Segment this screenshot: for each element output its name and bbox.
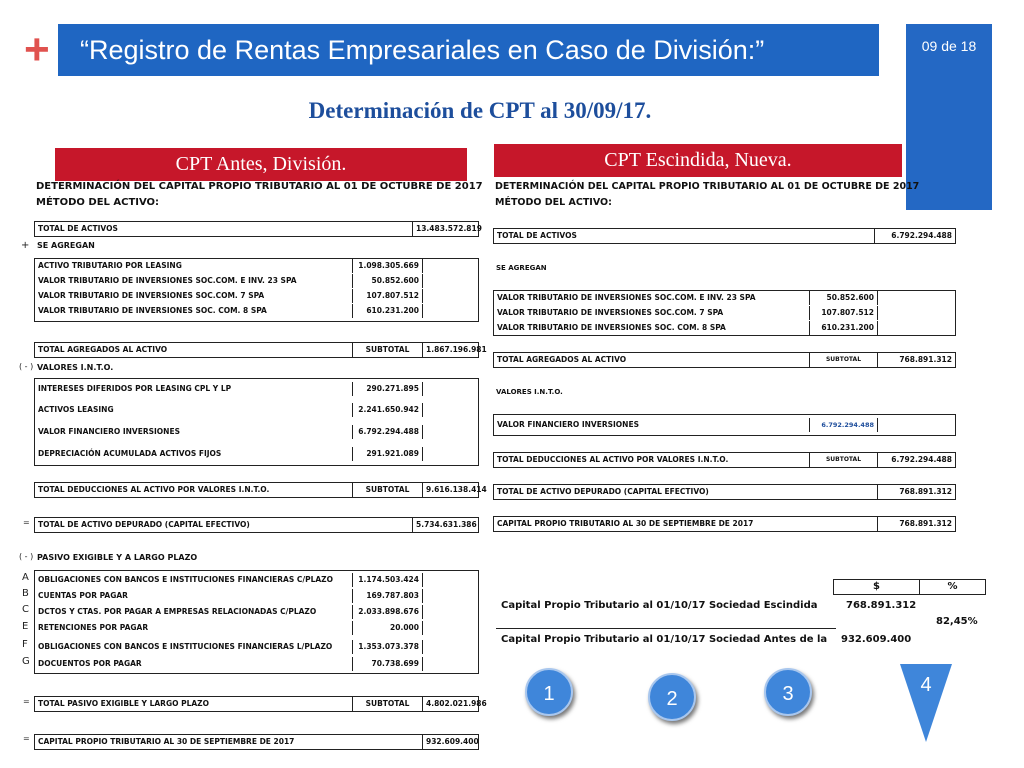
right-total-agregados-row: TOTAL AGREGADOS AL ACTIVO SUBTOTAL 768.891.312: [493, 352, 956, 368]
table-row: ACTIVO TRIBUTARIO POR LEASING 1.098.305.669: [35, 259, 478, 273]
summary-row2-value: 932.609.400: [841, 634, 912, 645]
nav-button-4-label[interactable]: 4: [920, 674, 932, 696]
left-total-depurado-row: TOTAL DE ACTIVO DEPURADO (CAPITAL EFECTIVO) 5.734.631.386: [34, 517, 479, 533]
summary-row2-label: Capital Propio Tributario al 01/10/17 Sociedad Antes de la: [501, 634, 828, 645]
page-indicator: 09 de 18: [921, 38, 977, 54]
right-cpt-table: [493, 178, 956, 538]
slide-subtitle: Determinación de CPT al 30/09/17.: [308, 98, 652, 123]
table-row: VALOR TRIBUTARIO DE INVERSIONES SOC.COM. E INV. 23 SPA 50.852.600: [35, 274, 478, 288]
right-total-depurado-row: TOTAL DE ACTIVO DEPURADO (CAPITAL EFECTIVO) 768.891.312: [493, 484, 956, 500]
right-agregados-table: VALOR TRIBUTARIO DE INVERSIONES SOC.COM. E INV. 23 SPA 50.852.600 VALOR TRIBUTARIO DE INVERSIONES SOC.COM. 7 SPA 107.807.512 VALOR TRIBUTARIO DE INVERSIONES SOC. COM. 8 SPA 610.231.200: [493, 290, 956, 336]
left-se-agregan: SE AGREGAN: [37, 241, 95, 250]
left-cpt-table: DETERMINACIÓN DEL CAPITAL PROPIO TRIBUTARIO AL 01 DE OCTUBRE DE 2017 MÉTODO DEL ACTIVO: TOTAL DE ACTIVOS 13.483.572.819 + SE AGREGAN ACTIVO TRIBUTARIO POR LEASING 1.098.305.669 VALOR TRIBUTARIO DE INVERSIONES SOC.COM. E INV. 23 SPA 50.852.600 VALOR TRIBUTARIO DE INVERSIONES SOC.COM. 7 SPA 107.807.512 VALOR TRIBUTARIO DE INVERSIONES SOC. COM. 8 SPA 610.231.200 TOTAL AGREGADOS AL ACTIVO SUBTOTAL 1.867.196.981 ( - ) VALORES I.N.T.O. INTERESES DIFERIDOS POR LEASING CPL Y LP 290.271.895 ACTIVOS LEASING 2.241.650.942 VALOR FINANCIERO INVERSIONES 6.792.294.488 DEPRECIACIÓN ACUMULADA ACTIVOS FIJOS 291.921.089 TOTAL DEDUCCIONES AL ACTIVO POR VALORES I.N.T.O. SUBTOTAL 9.616.138.414 = TOTAL DE ACTIVO DEPURADO (CAPITAL EFECTIVO) 5.734.631.386 ( - ) PASIVO EXIGIBLE Y A LARGO PLAZO OBLIGACIONES CON BANCOS E INSTITUCIONES FINANCIERAS C/PLAZO 1.174.503.424 CUENTAS POR PAGAR 169.787.803 DCTOS Y CTAS. POR PAGAR A EMPRESAS RELACIONADAS C/PLAZO 2.033.898.676 RETENCIONES POR PAGAR 20.000 OBLIGACIONES CON BANCOS E INSTITUCIONES FINANCIERAS L/PLAZO 1.353.073.378 DOCUENTOS POR PAGAR 70.738.699 A B C E F G = TOTAL PASIVO EXIGIBLE Y LARGO PLAZO SUBTOTAL 4.802.021.986 = CAPITAL PROPIO TRIBUTARIO AL 30 DE SEPTIEMBRE DE 2017 932.609.400: [17, 178, 480, 752]
summary-percent: 82,45%: [936, 616, 978, 627]
left-title-1: DETERMINACIÓN DEL CAPITAL PROPIO TRIBUTARIO AL 01 DE OCTUBRE DE 2017: [36, 181, 483, 192]
left-pasivo-label: PASIVO EXIGIBLE Y A LARGO PLAZO: [37, 553, 198, 562]
right-valores-table: VALOR FINANCIERO INVERSIONES 6.792.294.488: [493, 414, 956, 436]
left-total-agregados-row: TOTAL AGREGADOS AL ACTIVO SUBTOTAL 1.867.196.981: [34, 342, 479, 358]
left-valores-table: INTERESES DIFERIDOS POR LEASING CPL Y LP 290.271.895 ACTIVOS LEASING 2.241.650.942 VALOR FINANCIERO INVERSIONES 6.792.294.488 DEPRECIACIÓN ACUMULADA ACTIVOS FIJOS 291.921.089: [34, 378, 479, 466]
right-title-2: MÉTODO DEL ACTIVO:: [495, 197, 612, 208]
nav-button-1[interactable]: 1: [525, 668, 573, 716]
left-cpt-row: CAPITAL PROPIO TRIBUTARIO AL 30 DE SEPTIEMBRE DE 2017 932.609.400: [34, 734, 479, 750]
summary-divider: [496, 628, 836, 629]
right-cpt-row: CAPITAL PROPIO TRIBUTARIO AL 30 DE SEPTIEMBRE DE 2017 768.891.312: [493, 516, 956, 532]
right-panel-header: CPT Escindida, Nueva.: [494, 144, 902, 177]
table-row: VALOR TRIBUTARIO DE INVERSIONES SOC.COM. 7 SPA 107.807.512: [35, 289, 478, 303]
summary-col-amount: $: [833, 579, 920, 595]
right-se-agregan: SE AGREGAN: [496, 264, 547, 272]
nav-button-2[interactable]: 2: [648, 673, 696, 721]
right-valores-into: VALORES I.N.T.O.: [496, 388, 563, 396]
summary-row1-label: Capital Propio Tributario al 01/10/17 Sociedad Escindida: [501, 600, 818, 611]
left-pasivo-table: OBLIGACIONES CON BANCOS E INSTITUCIONES FINANCIERAS C/PLAZO 1.174.503.424 CUENTAS POR PAGAR 169.787.803 DCTOS Y CTAS. POR PAGAR A EMPRESAS RELACIONADAS C/PLAZO 2.033.898.676 RETENCIONES POR PAGAR 20.000 OBLIGACIONES CON BANCOS E INSTITUCIONES FINANCIERAS L/PLAZO 1.353.073.378 DOCUENTOS POR PAGAR 70.738.699: [34, 570, 479, 674]
summary-col-percent: %: [919, 579, 986, 595]
slide-title: “Registro de Rentas Empresariales en Caso de División:”: [58, 24, 879, 76]
left-total-activos-row: TOTAL DE ACTIVOS 13.483.572.819: [34, 221, 479, 237]
left-agregados-table: [34, 258, 479, 322]
summary-table: [496, 578, 986, 650]
right-title-1: DETERMINACIÓN DEL CAPITAL PROPIO TRIBUTARIO AL 01 DE OCTUBRE DE 2017: [495, 181, 920, 192]
summary-row1-value: 768.891.312: [846, 600, 917, 611]
right-total-deducciones-row: TOTAL DEDUCCIONES AL ACTIVO POR VALORES I.N.T.O. SUBTOTAL 6.792.294.488: [493, 452, 956, 468]
table-row: VALOR TRIBUTARIO DE INVERSIONES SOC. COM. 8 SPA 610.231.200: [35, 304, 478, 318]
left-title-2: MÉTODO DEL ACTIVO:: [36, 197, 160, 208]
right-total-activos-row: TOTAL DE ACTIVOS 6.792.294.488: [493, 228, 956, 244]
left-total-deducciones-row: TOTAL DEDUCCIONES AL ACTIVO POR VALORES I.N.T.O. SUBTOTAL 9.616.138.414: [34, 482, 479, 498]
left-total-pasivo-row: TOTAL PASIVO EXIGIBLE Y LARGO PLAZO SUBTOTAL 4.802.021.986: [34, 696, 479, 712]
left-panel-header: CPT Antes, División.: [55, 148, 467, 181]
plus-icon: +: [24, 25, 50, 74]
nav-button-3[interactable]: 3: [764, 668, 812, 716]
left-valores-into: VALORES I.N.T.O.: [37, 363, 114, 372]
